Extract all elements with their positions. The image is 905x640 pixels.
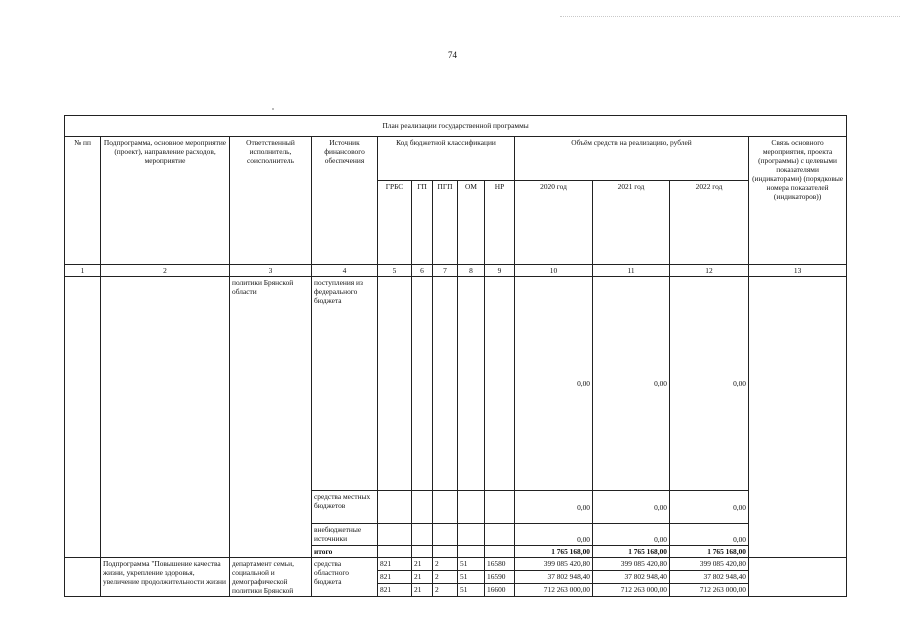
source-offbudget: внебюджетные источники	[312, 524, 378, 546]
source-local: средства местных бюджетов	[312, 491, 378, 524]
scan-artifact	[560, 16, 900, 19]
subprogram-responsible: департамент семьи, социальной и демографической политики Брянской	[230, 558, 312, 597]
subprogram-name: Подпрограмма "Повышение качества жизни, укрепление здоровья, увеличение продолжительности жизни	[101, 558, 230, 597]
column-number: 2	[101, 265, 230, 277]
plan-table	[64, 115, 847, 597]
header-responsible: Ответственный исполнитель, соисполнитель	[230, 137, 312, 265]
row-link-cell	[749, 277, 847, 558]
header-budget-code: Код бюджетной классификации	[378, 137, 515, 181]
header-pgp: ПГП	[433, 181, 458, 265]
header-row-1	[65, 137, 847, 181]
gp-cell: 21	[412, 571, 433, 584]
table-row	[65, 277, 847, 491]
value-2021: 0,00	[593, 277, 670, 491]
header-2022: 2022 год	[670, 181, 749, 265]
subprogram-source: средства областного бюджета	[312, 558, 378, 597]
value-2020: 399 085 420,80	[515, 558, 593, 571]
value-2022: 37 802 948,40	[670, 571, 749, 584]
value-2020: 712 263 000,00	[515, 584, 593, 597]
column-number: 7	[433, 265, 458, 277]
header-link: Связь основного мероприятия, проекта (программы) с целевыми показателями (индикаторами) (порядковые номера показателей (индикаторов))	[749, 137, 847, 265]
value-2021: 399 085 420,80	[593, 558, 670, 571]
value-2021: 37 802 948,40	[593, 571, 670, 584]
table-title-row	[65, 116, 847, 137]
source-federal: поступления из федерального бюджета	[312, 277, 378, 491]
header-volume: Объём средств на реализацию, рублей	[515, 137, 749, 181]
header-grbs: ГРБС	[378, 181, 412, 265]
value-2021: 712 263 000,00	[593, 584, 670, 597]
value-2020: 37 802 948,40	[515, 571, 593, 584]
column-number: 10	[515, 265, 593, 277]
value-2022: 399 085 420,80	[670, 558, 749, 571]
header-gp: ГП	[412, 181, 433, 265]
row-subprogram-cell	[101, 277, 230, 558]
page-number: 74	[448, 50, 457, 60]
row-num-cell	[65, 277, 101, 558]
value-2021: 0,00	[593, 491, 670, 524]
column-number: 11	[593, 265, 670, 277]
column-number-row	[65, 265, 847, 277]
pgp-cell: 2	[433, 584, 458, 597]
row-num-cell	[65, 558, 101, 597]
gp-cell: 21	[412, 584, 433, 597]
total-2022: 1 765 168,00	[670, 546, 749, 558]
header-2021: 2021 год	[593, 181, 670, 265]
np-cell: 16600	[485, 584, 515, 597]
value-2022: 0,00	[670, 491, 749, 524]
pgp-cell: 2	[433, 571, 458, 584]
table-row	[65, 558, 847, 571]
value-2020: 0,00	[515, 277, 593, 491]
header-source: Источник финансового обеспечения	[312, 137, 378, 265]
np-cell: 16590	[485, 571, 515, 584]
grbs-cell: 821	[378, 558, 412, 571]
om-cell: 51	[458, 584, 485, 597]
row-link-cell	[749, 558, 847, 597]
column-number: 8	[458, 265, 485, 277]
column-number: 1	[65, 265, 101, 277]
source-total: итого	[312, 546, 378, 558]
header-om: ОМ	[458, 181, 485, 265]
value-2020: 0,00	[515, 491, 593, 524]
scan-speck	[272, 108, 274, 110]
value-2022: 712 263 000,00	[670, 584, 749, 597]
table-title: План реализации государственной программы	[65, 116, 847, 137]
column-number: 6	[412, 265, 433, 277]
column-number: 4	[312, 265, 378, 277]
np-cell: 16580	[485, 558, 515, 571]
value-2022: 0,00	[670, 524, 749, 546]
pgp-cell: 2	[433, 558, 458, 571]
value-2020: 0,00	[515, 524, 593, 546]
header-np: НР	[485, 181, 515, 265]
total-2020: 1 765 168,00	[515, 546, 593, 558]
grbs-cell: 821	[378, 571, 412, 584]
column-number: 3	[230, 265, 312, 277]
total-2021: 1 765 168,00	[593, 546, 670, 558]
row-responsible: политики Брянской области	[230, 277, 312, 558]
column-number: 13	[749, 265, 847, 277]
column-number: 12	[670, 265, 749, 277]
gp-cell: 21	[412, 558, 433, 571]
grbs-cell: 821	[378, 584, 412, 597]
value-2022: 0,00	[670, 277, 749, 491]
column-number: 5	[378, 265, 412, 277]
header-subprogram: Подпрограмма, основное мероприятие (проект), направление расходов, мероприятие	[101, 137, 230, 265]
om-cell: 51	[458, 571, 485, 584]
header-2020: 2020 год	[515, 181, 593, 265]
header-num: № пп	[65, 137, 101, 265]
value-2021: 0,00	[593, 524, 670, 546]
column-number: 9	[485, 265, 515, 277]
om-cell: 51	[458, 558, 485, 571]
